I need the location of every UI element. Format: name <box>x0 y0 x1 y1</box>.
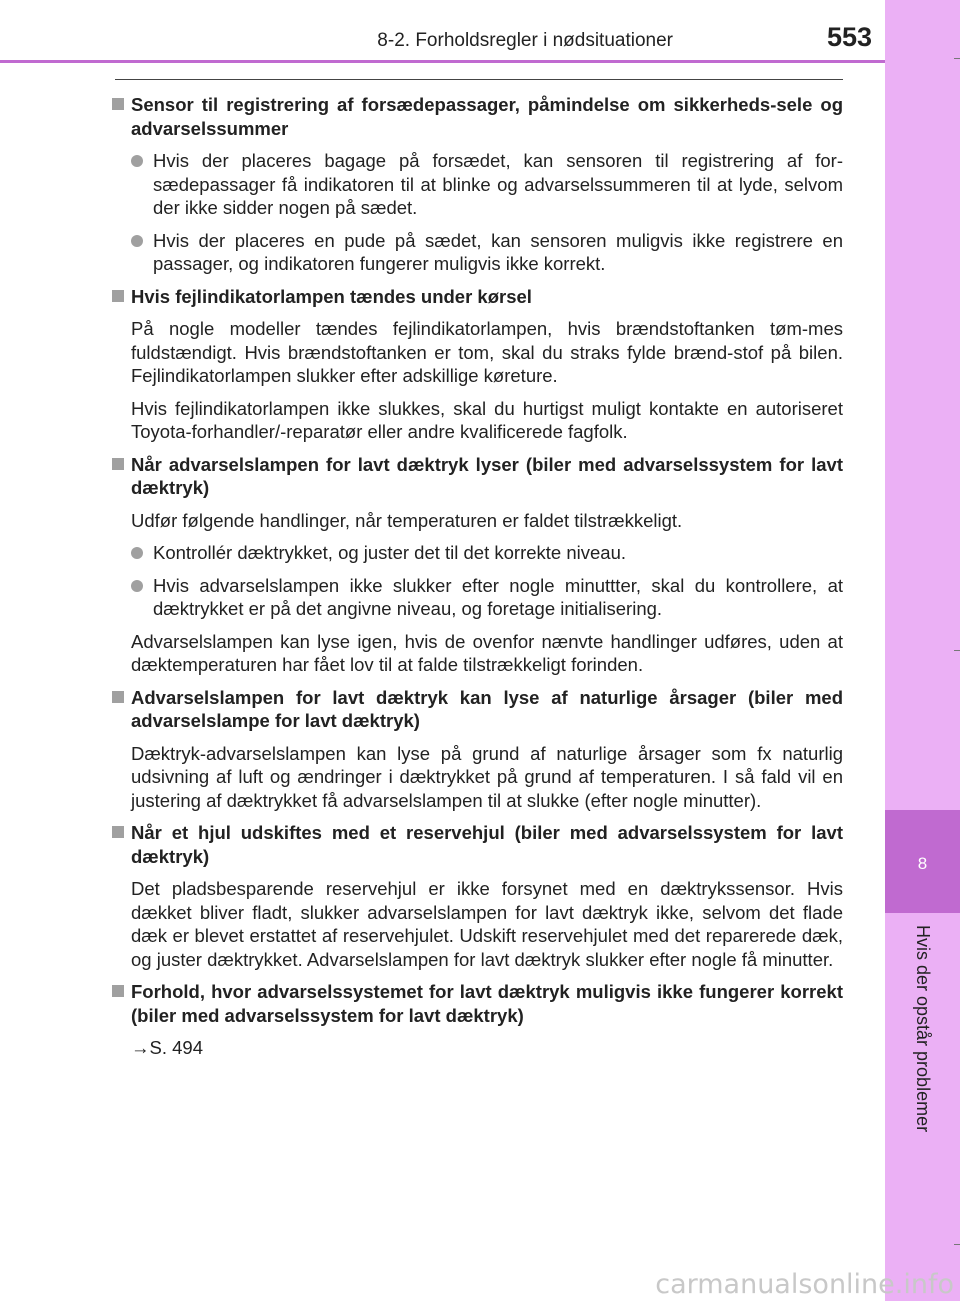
crop-mark <box>954 1244 960 1245</box>
crop-mark <box>954 650 960 651</box>
page-content <box>108 79 843 1060</box>
page-reference-link[interactable]: →S. 494 <box>131 1037 203 1058</box>
content-top-rule <box>115 79 843 80</box>
section-heading: Hvis fejlindikatorlampen tændes under kørsel <box>108 285 843 309</box>
page-number: 553 <box>826 22 872 52</box>
body-paragraph: Advarselslampen kan lyse igen, hvis de ovenfor nænvte handlinger udføres, uden at dæktemperaturen har fået lov til at falde tilstrækkeligt forinden. <box>131 630 843 675</box>
watermark: carmanualsonline.info <box>655 1269 954 1300</box>
page-header <box>0 0 885 62</box>
chapter-label: Hvis der opstår problemer <box>913 925 933 1133</box>
chapter-tab <box>885 810 960 913</box>
body-paragraph: Udfør følgende handlinger, når temperaturen er faldet tilstrækkeligt. <box>131 509 683 531</box>
bullet-item: Hvis der placeres en pude på sædet, kan sensoren muligvis ikke registrere en passager, og indikatoren fungerer muligvis ikke korrekt. <box>108 229 843 276</box>
bullet-item: Hvis advarselslampen ikke slukker efter nogle minuttter, skal du kontrollere, at dæktrykket er på det angivne niveau, og foretage initialisering. <box>108 574 843 621</box>
section-heading: Når et hjul udskiftes med et reservehjul (biler med advarselssystem for lavt dæktryk) <box>108 821 843 868</box>
body-paragraph: Hvis fejlindikatorlampen ikke slukkes, skal du hurtigst muligt kontakte en autoriseret Toyota-forhandler/-reparatør eller andre kvalificerede fagfolk. <box>131 397 843 442</box>
bullet-item: Hvis der placeres bagage på forsædet, kan sensoren til registrering af for-sædepassager få indikatoren til at blinke og advarselssummeren til at lyde, selvom der ikke sidder nogen på sædet. <box>108 149 843 220</box>
chapter-sidebar <box>885 0 960 1301</box>
section-title: 8-2. Forholdsregler i nødsituationer <box>377 30 673 51</box>
bullet-item: Kontrollér dæktrykket, og juster det til det korrekte niveau. <box>108 541 843 565</box>
body-paragraph: På nogle modeller tændes fejlindikatorlampen, hvis brændstoftanken tøm-mes fuldstændigt. Hvis brændstoftanken er tom, skal du straks fylde brænd-stof på bilen. Fejlindikatorlampen slukker efter adskillige køreture. <box>131 318 843 386</box>
body-paragraph: Dæktryk-advarselslampen kan lyse på grund af naturlige årsager som fx naturlig udsivning af luft og ændringer i dæktrykket på grund af temperaturen. I så fald vil en justering af dæktrykket få advarselslampen til at slukke (efter nogle minutter). <box>131 742 843 811</box>
page-footer <box>0 1265 960 1301</box>
chapter-number: 8 <box>917 854 928 873</box>
header-rule <box>0 60 885 63</box>
section-heading: Når advarselslampen for lavt dæktryk lyser (biler med advarselssystem for lavt dæktryk) <box>108 453 843 500</box>
crop-mark <box>954 58 960 59</box>
section-heading: Advarselslampen for lavt dæktryk kan lyse af naturlige årsager (biler med advarselslampe for lavt dæktryk) <box>108 686 843 733</box>
section-heading: Forhold, hvor advarselssystemet for lavt dæktryk muligvis ikke fungerer korrekt (biler med advarselssystem for lavt dæktryk) <box>108 980 843 1027</box>
body-paragraph: Det pladsbesparende reservehjul er ikke forsynet med en dæktrykssensor. Hvis dækket bliver fladt, slukker advarselslampen for lavt dæktryk ikke, selvom det flade dæk er blevet erstattet af reservehjulet. Udskift reservehjulet med det reparerede dæk, og juster dæktrykket. Advarselslampen for lavt dæktryk slukker efter nogle få minutter. <box>131 878 843 970</box>
section-heading: Sensor til registrering af forsædepassager, påmindelse om sikkerheds-sele og advarselssummer <box>108 93 843 140</box>
